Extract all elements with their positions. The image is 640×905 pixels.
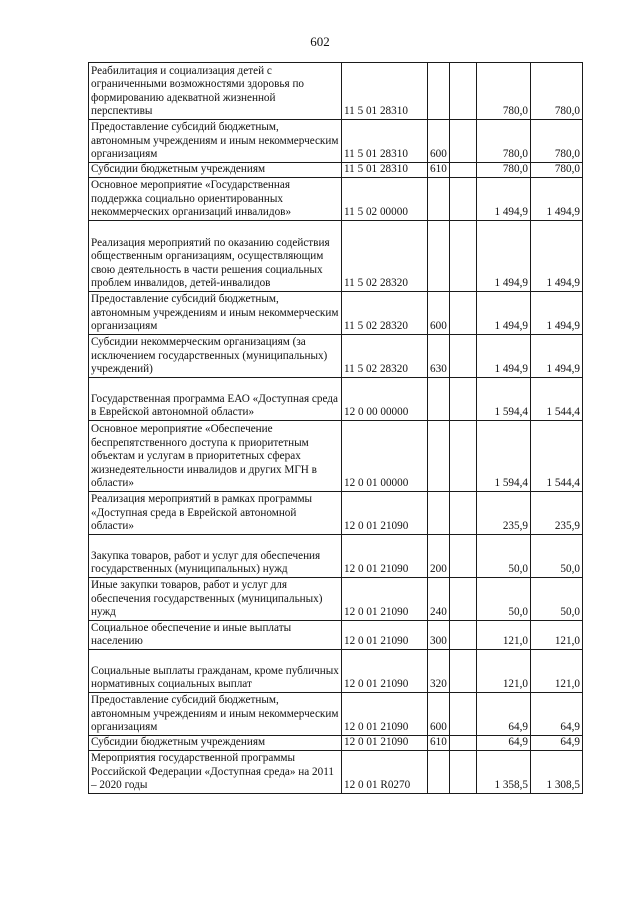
table-row [89,492,583,535]
row-code: 12 0 01 00000 [342,421,428,492]
row-amount-1: 121,0 [477,621,531,650]
row-expense-type: 600 [428,292,450,335]
row-amount-2: 50,0 [531,578,583,621]
row-amount-2: 1 544,4 [531,421,583,492]
row-name: Субсидии некоммерческим организациям (за исключением государственных (муниципальных) учреждений) [89,335,342,378]
row-subsection [450,178,477,221]
row-subsection [450,578,477,621]
row-amount-2: 64,9 [531,736,583,751]
row-name: Иные закупки товаров, работ и услуг для обеспечения государственных (муниципальных) нужд [89,578,342,621]
row-name: Субсидии бюджетным учреждениям [89,736,342,751]
row-subsection [450,751,477,794]
page-number: 602 [310,34,330,49]
row-expense-type: 600 [428,120,450,163]
row-amount-2: 50,0 [531,535,583,578]
table-row [89,650,583,693]
row-amount-1: 1 494,9 [477,335,531,378]
row-expense-type: 600 [428,693,450,736]
row-amount-2: 1 494,9 [531,178,583,221]
table-row [89,163,583,178]
table-row [89,621,583,650]
row-amount-1: 1 494,9 [477,178,531,221]
table-row [89,578,583,621]
row-code: 11 5 01 28310 [342,120,428,163]
row-code: 12 0 01 R0270 [342,751,428,794]
row-subsection [450,378,477,421]
row-amount-2: 121,0 [531,650,583,693]
budget-table-body [89,63,583,794]
row-code: 11 5 02 28320 [342,221,428,292]
row-name: Реабилитация и социализация детей с ограниченными возможностями здоровья по формированию адекватной жизненной перспективы [89,63,342,120]
row-expense-type: 610 [428,736,450,751]
row-name: Мероприятия государственной программы Российской Федерации «Доступная среда» на 2011 – 2020 годы [89,751,342,794]
row-amount-2: 1 494,9 [531,335,583,378]
row-subsection [450,120,477,163]
row-subsection [450,621,477,650]
row-expense-type: 300 [428,621,450,650]
row-code: 12 0 01 21090 [342,535,428,578]
row-code: 12 0 01 21090 [342,492,428,535]
row-subsection [450,221,477,292]
row-amount-2: 1 494,9 [531,221,583,292]
row-name: Реализация мероприятий по оказанию содействия общественным организациям, осуществляющим свою деятельность в части решения социальных проблем инвалидов, детей-инвалидов [89,221,342,292]
row-subsection [450,63,477,120]
row-code: 11 5 02 28320 [342,292,428,335]
row-amount-1: 121,0 [477,650,531,693]
row-expense-type [428,63,450,120]
row-expense-type: 200 [428,535,450,578]
table-row [89,693,583,736]
row-amount-1: 1 494,9 [477,221,531,292]
table-row [89,335,583,378]
row-amount-2: 235,9 [531,492,583,535]
row-name: Предоставление субсидий бюджетным, автономным учреждениям и иным некоммерческим организациям [89,120,342,163]
row-amount-1: 780,0 [477,120,531,163]
row-amount-1: 50,0 [477,535,531,578]
row-expense-type [428,492,450,535]
row-code: 11 5 01 28310 [342,163,428,178]
table-row [89,378,583,421]
row-amount-2: 780,0 [531,120,583,163]
row-code: 11 5 01 28310 [342,63,428,120]
table-row [89,736,583,751]
row-subsection [450,693,477,736]
budget-table [88,62,583,794]
row-amount-1: 64,9 [477,693,531,736]
row-amount-2: 1 308,5 [531,751,583,794]
row-subsection [450,163,477,178]
row-amount-2: 64,9 [531,693,583,736]
row-code: 12 0 01 21090 [342,621,428,650]
row-amount-2: 780,0 [531,63,583,120]
row-expense-type [428,221,450,292]
row-name: Закупка товаров, работ и услуг для обеспечения государственных (муниципальных) нужд [89,535,342,578]
table-row [89,751,583,794]
row-expense-type: 240 [428,578,450,621]
row-subsection [450,535,477,578]
table-row [89,535,583,578]
row-subsection [450,492,477,535]
row-expense-type [428,421,450,492]
row-amount-1: 50,0 [477,578,531,621]
table-row [89,221,583,292]
table-row [89,178,583,221]
table-row [89,421,583,492]
row-amount-1: 235,9 [477,492,531,535]
row-expense-type: 610 [428,163,450,178]
row-name: Основное мероприятие «Обеспечение беспрепятственного доступа к приоритетным объектам и услугам в приоритетных сферах жизнедеятельности инвалидов и других МГН в области» [89,421,342,492]
row-amount-1: 64,9 [477,736,531,751]
row-amount-1: 1 494,9 [477,292,531,335]
row-code: 12 0 01 21090 [342,650,428,693]
row-code: 12 0 01 21090 [342,578,428,621]
row-subsection [450,421,477,492]
row-amount-1: 780,0 [477,63,531,120]
row-code: 12 0 01 21090 [342,736,428,751]
row-code: 12 0 00 00000 [342,378,428,421]
row-subsection [450,335,477,378]
row-amount-2: 780,0 [531,163,583,178]
row-name: Предоставление субсидий бюджетным, автономным учреждениям и иным некоммерческим организациям [89,292,342,335]
row-expense-type [428,378,450,421]
row-name: Субсидии бюджетным учреждениям [89,163,342,178]
row-subsection [450,292,477,335]
row-amount-2: 1 544,4 [531,378,583,421]
row-expense-type [428,178,450,221]
row-expense-type: 320 [428,650,450,693]
row-amount-1: 1 358,5 [477,751,531,794]
row-expense-type: 630 [428,335,450,378]
row-code: 12 0 01 21090 [342,693,428,736]
row-name: Основное мероприятие «Государственная поддержка социально ориентированных некоммерческих организаций инвалидов» [89,178,342,221]
row-expense-type [428,751,450,794]
row-subsection [450,736,477,751]
row-name: Реализация мероприятий в рамках программы «Доступная среда в Еврейской автономной области» [89,492,342,535]
table-row [89,120,583,163]
table-row [89,292,583,335]
row-amount-1: 1 594,4 [477,378,531,421]
row-subsection [450,650,477,693]
row-name: Государственная программа ЕАО «Доступная среда в Еврейской автономной области» [89,378,342,421]
row-name: Социальные выплаты гражданам, кроме публичных нормативных социальных выплат [89,650,342,693]
row-amount-2: 121,0 [531,621,583,650]
row-name: Социальное обеспечение и иные выплаты населению [89,621,342,650]
table-row [89,63,583,120]
row-amount-2: 1 494,9 [531,292,583,335]
row-code: 11 5 02 28320 [342,335,428,378]
row-amount-1: 1 594,4 [477,421,531,492]
row-name: Предоставление субсидий бюджетным, автономным учреждениям и иным некоммерческим организациям [89,693,342,736]
row-amount-1: 780,0 [477,163,531,178]
row-code: 11 5 02 00000 [342,178,428,221]
